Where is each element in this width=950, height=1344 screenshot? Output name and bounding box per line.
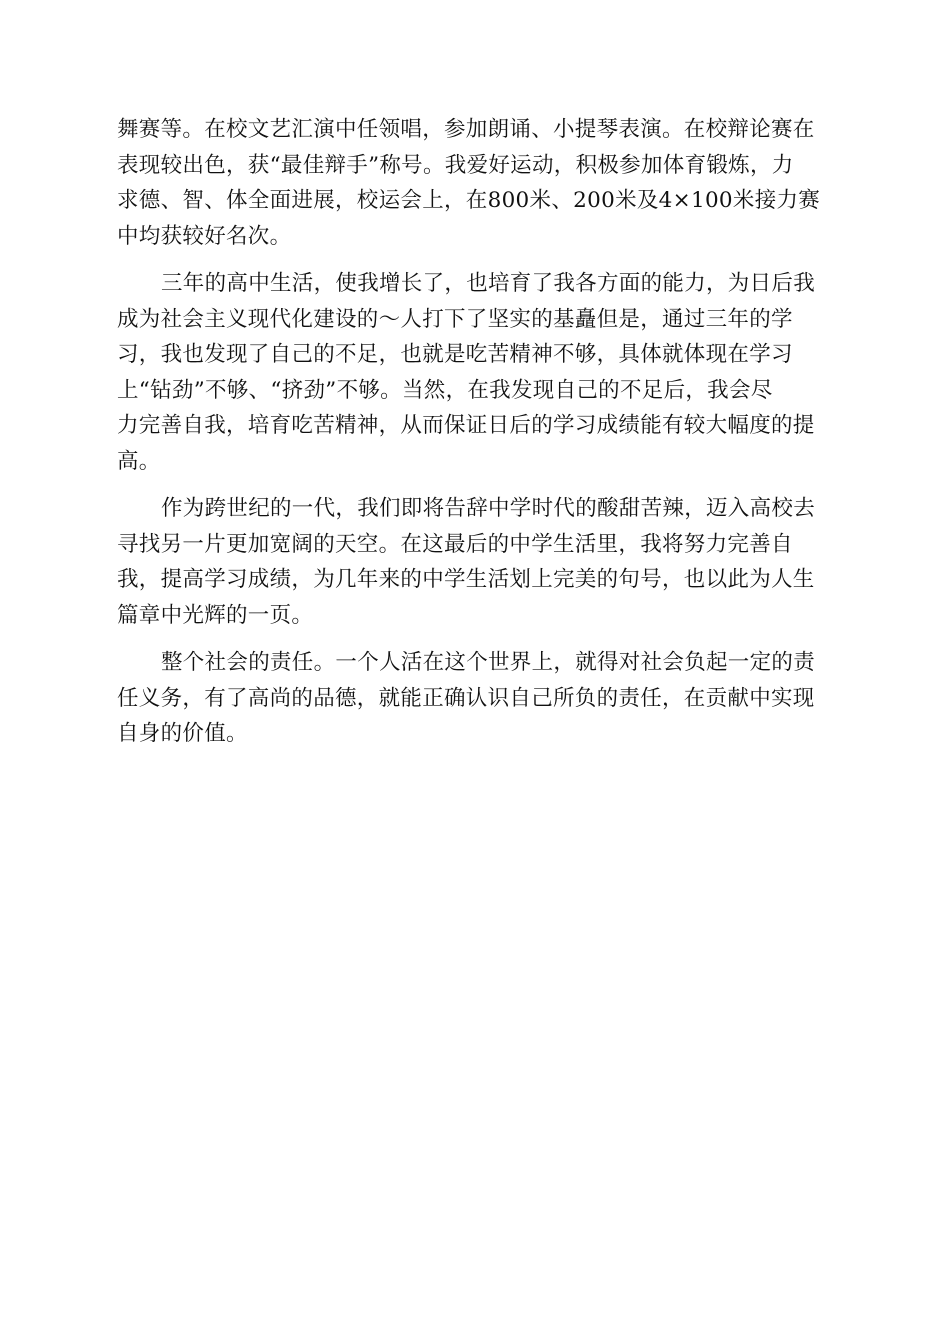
text-line: 中均获较好名次。: [117, 223, 292, 249]
text-line-indented: 三年的高中生活，使我增长了，也培育了我各方面的能力，为日后我: [161, 271, 816, 296]
text-line-indented: 整个社会的责任。一个人活在这个世界上，就得对社会负起一定的责: [161, 650, 816, 675]
text-line: 表现较出色，获“最佳辩手”称号。我爱好运动，积极参加体育锻炼，力: [117, 152, 794, 178]
document-body: [117, 112, 833, 752]
paragraph-4: [117, 645, 833, 752]
text-line: 寻找另一片更加宽阔的天空。在这最后的中学生活里，我将努力完善自: [117, 531, 793, 557]
text-line: 任义务，有了高尚的品德，就能正确认识自己所负的责任，在贡献中实现: [117, 685, 815, 711]
text-line: 舞赛等。在校文艺汇演中任领唱，参加朗诵、小提琴表演。在校辩论赛在: [117, 117, 815, 142]
text-line: 自身的价值。: [117, 721, 248, 746]
text-line-indented: 作为跨世纪的一代，我们即将告辞中学时代的酸甜苦辣，迈入高校去: [161, 496, 816, 521]
text-line: 习，我也发现了自己的不足，也就是吃苦精神不够，具体就体现在学习: [117, 342, 793, 367]
text-line: 上“钻劲”不够、“挤劲”不够。当然，在我发现自己的不足后，我会尽: [117, 377, 773, 403]
text-line: 成为社会主义现代化建设的～人打下了坚实的基矗但是，通过三年的学: [117, 306, 793, 332]
paragraph-3: [117, 491, 833, 633]
text-line: 我，提高学习成绩，为几年来的中学生活划上完美的句号，也以此为人生: [117, 567, 815, 592]
paragraph-2: [117, 266, 833, 479]
text-line: 力完善自我，培育吃苦精神，从而保证日后的学习成绩能有较大幅度的提: [117, 413, 815, 438]
paragraph-1: [117, 112, 833, 254]
text-line: 求德、智、体全面进展，校运会上，在800米、200米及4×100米接力赛: [117, 188, 821, 213]
text-line: 篇章中光辉的一页。: [117, 602, 314, 628]
text-line: 高。: [117, 448, 161, 474]
